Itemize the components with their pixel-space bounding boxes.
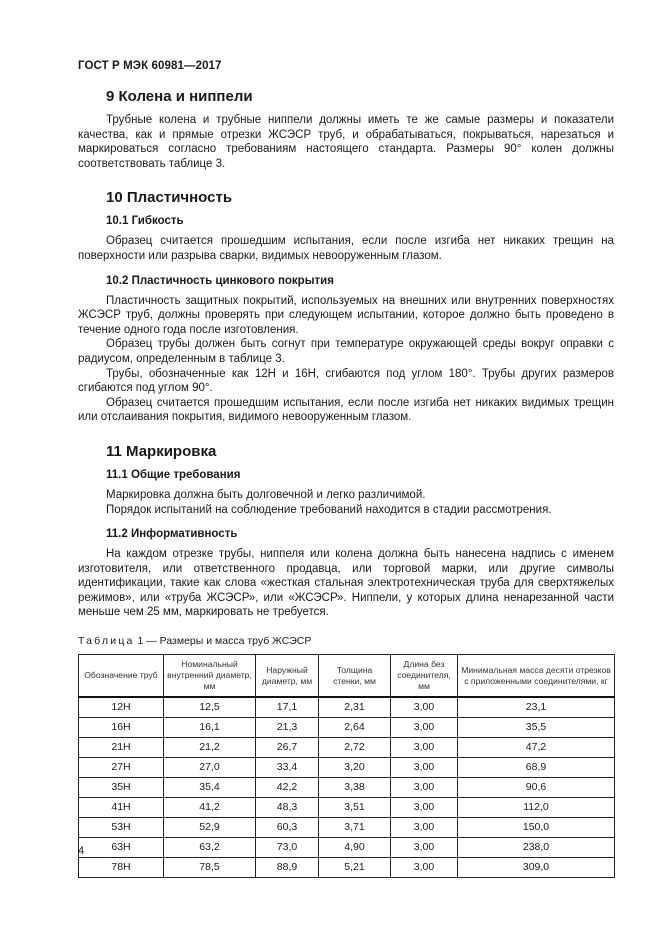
table-cell: 23,1 (458, 697, 615, 718)
subsection-11-1 (78, 468, 614, 517)
table-cell: 41Н (79, 798, 164, 818)
table-cell: 3,00 (391, 758, 458, 778)
column-header: Наружный диаметр, мм (256, 655, 319, 698)
paragraph: Порядок испытаний на соблюдение требований находится в стадии рассмотрения. (106, 503, 552, 516)
table-cell: 150,0 (458, 818, 615, 838)
table-cell: 47,2 (458, 738, 615, 758)
table-row (79, 697, 615, 718)
table-cell: 33,4 (256, 758, 319, 778)
table-cell: 5,21 (319, 858, 391, 878)
table-cell: 3,00 (391, 798, 458, 818)
paragraph: На каждом отрезке трубы, ниппеля или колена должна быть нанесена надпись с именем изготовителя, или ответственного продавца, или торговой марки, или другие символы идентификации, такие как слова «жесткая стальная электротехническая труба для сверхтяжелых режимов», или «труба ЖСЭСР», или «ЖСЭСР». Ниппели, у которых длина ненарезанной части меньше чем 25 мм, маркировать не требуется. (78, 548, 614, 619)
table-cell: 21Н (79, 738, 164, 758)
section-10 (78, 189, 614, 425)
table-cell: 78Н (79, 858, 164, 878)
table-cell: 78,5 (164, 858, 256, 878)
paragraph: Маркировка должна быть долговечной и легко различимой. (106, 488, 426, 501)
section-title: 9 Колена и ниппели (106, 88, 253, 105)
table-header-row (79, 655, 615, 698)
pipe-dimensions-table (78, 654, 615, 878)
table-cell: 26,7 (256, 738, 319, 758)
paragraph: Образец считается прошедшим испытания, если после изгиба нет никаких трещин на поверхности или разрыва сварки, видимых невооруженным глазом. (78, 235, 614, 262)
subsection-title: 11.2 Информативность (106, 528, 238, 541)
table-cell: 3,00 (391, 738, 458, 758)
table-cell: 16Н (79, 718, 164, 738)
table-cell: 21,2 (164, 738, 256, 758)
table-cell: 52,9 (164, 818, 256, 838)
table-cell: 2,64 (319, 718, 391, 738)
table-cell: 41,2 (164, 798, 256, 818)
page-content (78, 88, 614, 878)
table-caption-label: Таблица (78, 635, 135, 648)
table-cell: 48,3 (256, 798, 319, 818)
subsection-10-1 (78, 214, 614, 263)
table-cell: 90,6 (458, 778, 615, 798)
table-cell: 63,2 (164, 838, 256, 858)
section-11 (78, 443, 614, 620)
table-cell: 3,00 (391, 778, 458, 798)
table-cell: 60,3 (256, 818, 319, 838)
table-cell: 3,38 (319, 778, 391, 798)
paragraph: Трубы, обозначенные как 12Н и 16Н, сгибаются под углом 180°. Трубы других размеров сгибаются под углом 90°. (78, 367, 614, 395)
table-cell: 42,2 (256, 778, 319, 798)
table-caption-text: 1 — Размеры и масса труб ЖСЭСР (134, 635, 312, 648)
subsection-title: 11.1 Общие требования (106, 468, 241, 481)
subsection-title: 10.1 Гибкость (106, 215, 184, 228)
table-cell: 3,00 (391, 858, 458, 878)
table-cell: 238,0 (458, 838, 615, 858)
section-title: 10 Пластичность (106, 189, 233, 207)
table-row (79, 858, 615, 878)
table-cell: 53Н (79, 818, 164, 838)
table-body (79, 697, 615, 878)
column-header: Толщина стенки, мм (319, 655, 391, 698)
table-cell: 3,71 (319, 818, 391, 838)
subsection-10-2 (78, 274, 614, 425)
table-cell: 63Н (79, 838, 164, 858)
table-cell: 17,1 (256, 697, 319, 718)
document-header: ГОСТ Р МЭК 60981—2017 (78, 60, 222, 72)
table-cell: 16,1 (164, 718, 256, 738)
table-cell: 3,00 (391, 718, 458, 738)
table-row (79, 758, 615, 778)
section-9 (78, 88, 614, 171)
table-cell: 68,9 (458, 758, 615, 778)
table-cell: 309,0 (458, 858, 615, 878)
table-cell: 12,5 (164, 697, 256, 718)
column-header: Минимальная масса десяти отрезков с приложенными соединителями, кг (458, 655, 615, 698)
table-cell: 88,9 (256, 858, 319, 878)
subsection-11-2 (78, 527, 614, 620)
paragraph: Образец трубы должен быть согнут при температуре окружающей среды вокруг оправки с радиусом, определенным в таблице 3. (78, 338, 614, 365)
table-row (79, 838, 615, 858)
table-cell: 3,00 (391, 818, 458, 838)
table-cell: 73,0 (256, 838, 319, 858)
table-cell: 35,5 (458, 718, 615, 738)
table-cell: 2,72 (319, 738, 391, 758)
page-number: 4 (78, 845, 85, 857)
table-row (79, 718, 615, 738)
table-cell: 3,00 (391, 697, 458, 718)
table-cell: 21,3 (256, 718, 319, 738)
table-row (79, 778, 615, 798)
table-caption (78, 635, 614, 648)
table-cell: 12Н (79, 697, 164, 718)
table-cell: 35,4 (164, 778, 256, 798)
column-header: Длина без соединителя, мм (391, 655, 458, 698)
paragraph: Пластичность защитных покрытий, используемых на внешних или внутренних поверхностях ЖСЭСР труб, должны проверять при следующем испытании, которое должно быть проведено в течение одного года после изготовления. (78, 294, 614, 336)
table-cell: 3,00 (391, 838, 458, 858)
table-cell: 4,90 (319, 838, 391, 858)
table-cell: 35Н (79, 778, 164, 798)
paragraph: Трубные колена и трубные ниппели должны иметь те же самые размеры и показатели качества, как и прямые отрезки ЖСЭСР труб, и обрабатываться, покрываться, нарезаться и маркироваться согласно требованиям настоящего стандарта. Размеры 90° колен должны соответствовать таблице 3. (78, 114, 614, 170)
subsection-title: 10.2 Пластичность цинкового покрытия (106, 274, 334, 287)
column-header: Обозначение труб (79, 655, 164, 698)
table-cell: 27Н (79, 758, 164, 778)
table-row (79, 738, 615, 758)
paragraph: Образец считается прошедшим испытания, если после изгиба нет никаких видимых трещин или отслаивания покрытия, видимого невооруженным глазом. (78, 396, 614, 424)
table-cell: 3,20 (319, 758, 391, 778)
table-cell: 27,0 (164, 758, 256, 778)
table-cell: 112,0 (458, 798, 615, 818)
table-row (79, 818, 615, 838)
table-row (79, 798, 615, 818)
table-cell: 3,51 (319, 798, 391, 818)
section-title: 11 Маркировка (106, 442, 217, 460)
table-cell: 2,31 (319, 697, 391, 718)
column-header: Номинальный внутренний диаметр, мм (164, 655, 256, 698)
